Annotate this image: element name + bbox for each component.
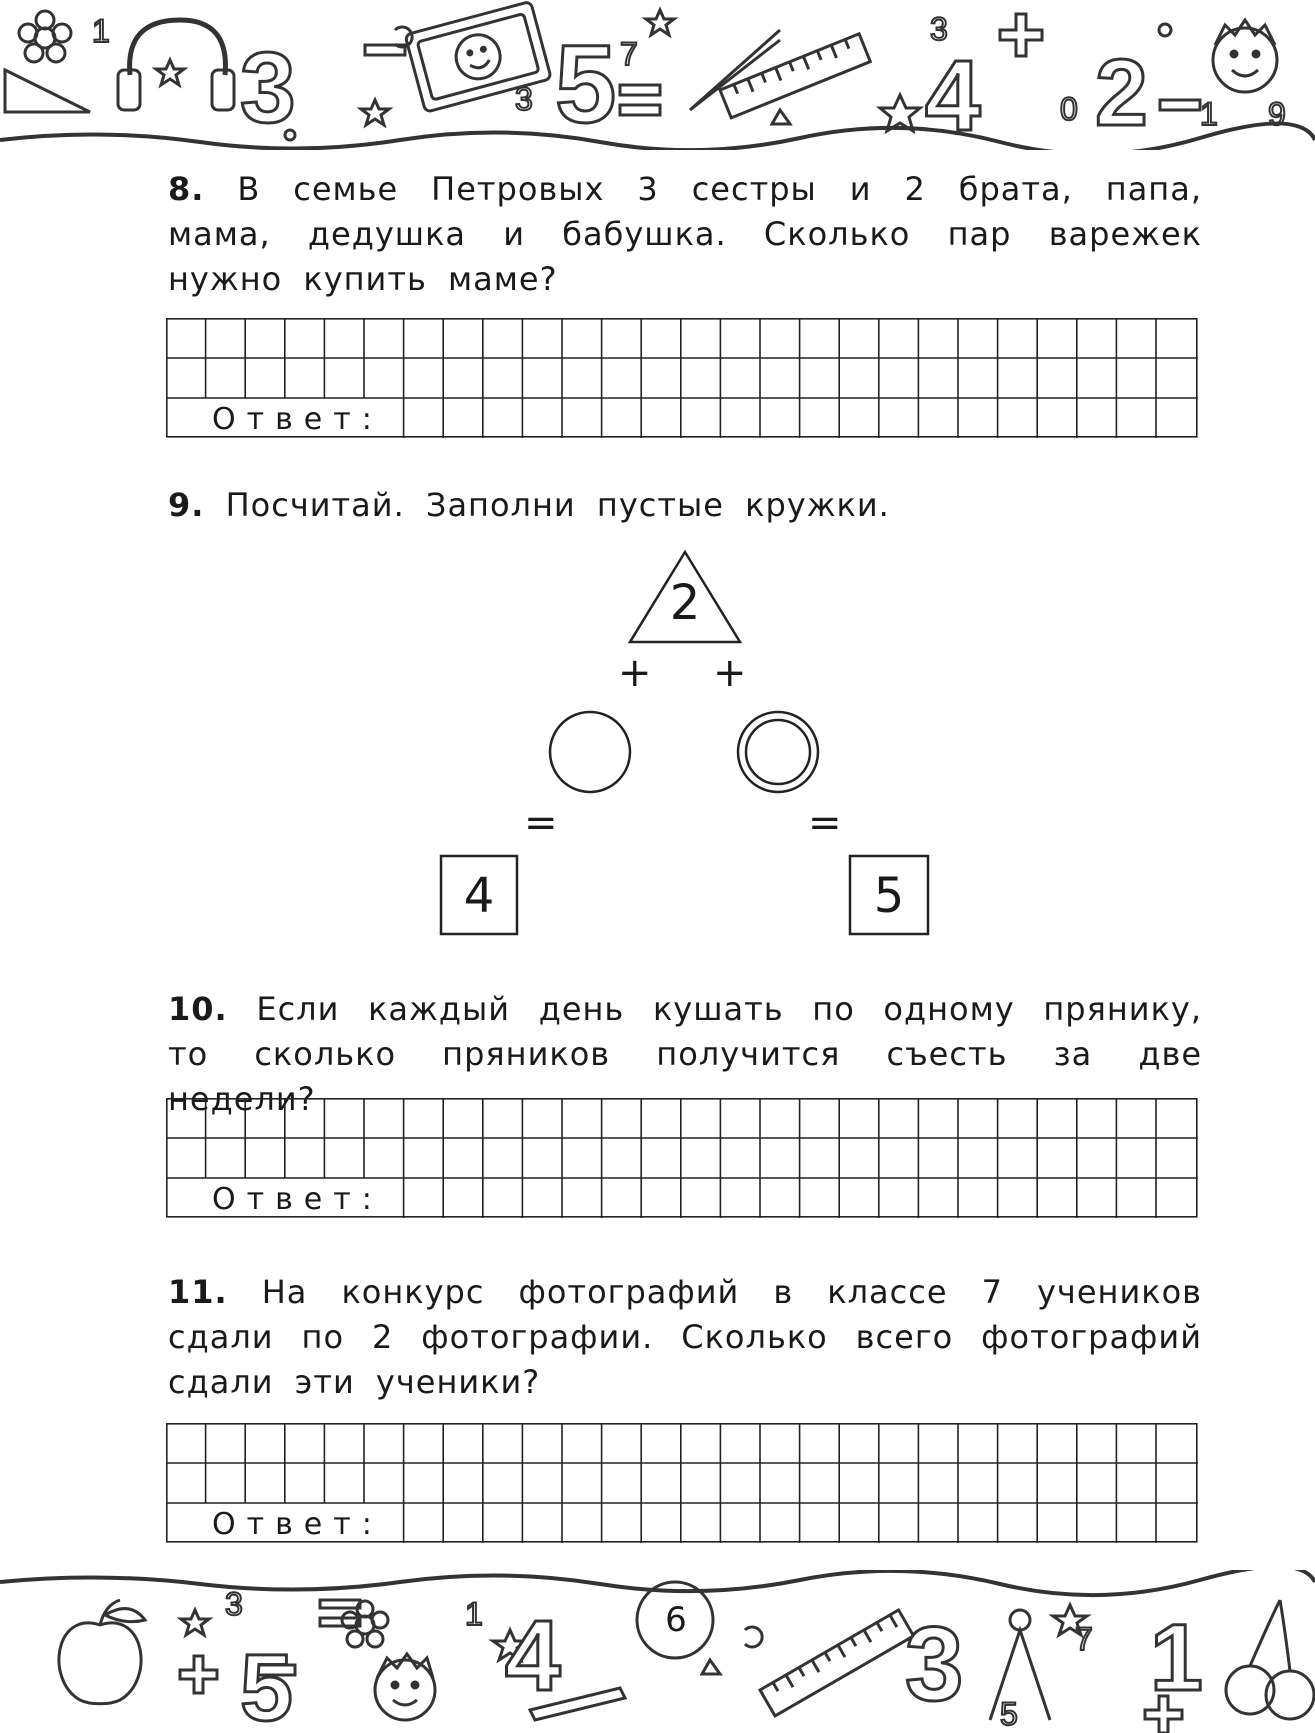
minus-icon [1160, 100, 1200, 110]
task-10-answer-label: Ответ: [212, 1182, 383, 1217]
svg-text:3: 3 [515, 81, 533, 117]
task-8-answer-label: Ответ: [212, 402, 383, 437]
compass-icon [990, 1630, 1050, 1720]
task-10-number: 10. [168, 990, 228, 1028]
triangle-icon [702, 1660, 720, 1674]
decor-digit-5: 5 [555, 23, 617, 146]
task-9-diagram [400, 545, 960, 945]
bottom-border-wave [0, 1570, 1315, 1595]
cherry-icon [1226, 1600, 1314, 1719]
decor-digit-4: 4 [925, 40, 981, 150]
star-icon [156, 60, 184, 85]
plus-icon [180, 1656, 217, 1693]
equals-sign-left: = [524, 800, 558, 846]
apple-icon [59, 1600, 145, 1704]
plus-sign-right: + [713, 650, 747, 696]
bottom-decorative-border [0, 1570, 1315, 1733]
svg-text:5: 5 [1000, 1696, 1018, 1732]
task-11-answer-label: Ответ: [212, 1507, 383, 1542]
left-empty-circle [550, 712, 630, 792]
task-11-text [168, 1270, 1202, 1405]
moon-icon [745, 1627, 762, 1647]
svg-text:3: 3 [225, 1586, 243, 1622]
svg-text:1: 1 [92, 13, 110, 49]
dot-icon [1159, 24, 1171, 36]
star-icon [646, 10, 674, 35]
decor-digit-3: 3 [240, 32, 296, 144]
equals-icon [620, 85, 660, 115]
decor-digit-5: 5 [240, 1635, 293, 1733]
triangle-icon [772, 110, 790, 124]
right-empty-circle [738, 712, 818, 792]
decor-digit-3: 3 [905, 1606, 964, 1723]
ruler-icon [720, 34, 870, 118]
star-icon [361, 100, 389, 125]
svg-text:0: 0 [1060, 91, 1078, 127]
ruler-triangle-icon [5, 70, 90, 112]
star-icon [181, 1610, 209, 1635]
triangle-value: 2 [669, 575, 701, 631]
task-8-question: В семье Петровых 3 сестры и 2 брата, папа, мама, дедушка и бабушка. Сколько пар варежек нужно купить маме? [168, 170, 1203, 298]
task-10-question: Если каждый день кушать по одному прянику, то сколько пряников получится съесть за две недели? [168, 990, 1203, 1118]
top-decorative-border [0, 0, 1315, 150]
task-8-number: 8. [168, 170, 205, 208]
headphones-icon [130, 20, 226, 75]
task-11-number: 11. [168, 1273, 228, 1311]
boy-face-icon [1213, 20, 1277, 92]
plus-icon [1000, 14, 1042, 56]
page-number: 6 [665, 1600, 687, 1640]
ruler-icon [760, 1610, 914, 1716]
svg-text:3: 3 [930, 11, 948, 47]
svg-text:7: 7 [620, 36, 638, 72]
plus-sign-left: + [618, 650, 652, 696]
flower-icon [19, 11, 71, 62]
decor-digit-2: 2 [1095, 40, 1148, 146]
task-8-text [168, 167, 1202, 302]
right-box-value: 5 [873, 868, 905, 924]
decor-digit-1: 1 [1150, 1605, 1203, 1711]
task-9-number: 9. [168, 486, 205, 524]
task-11-question: На конкурс фотографий в классе 7 учеников сдали по 2 фотографии. Сколько всего фотографий сдали эти ученики? [168, 1273, 1203, 1401]
left-box-value: 4 [463, 868, 495, 924]
equals-sign-right: = [808, 800, 842, 846]
task-9-text [168, 483, 1202, 528]
decor-digit-4: 4 [505, 1600, 561, 1712]
boy-face-icon [375, 1654, 435, 1720]
svg-text:7: 7 [1075, 1621, 1093, 1657]
svg-text:9: 9 [1268, 96, 1286, 132]
svg-text:1: 1 [1200, 96, 1218, 132]
task-9-question: Посчитай. Заполни пустые кружки. [225, 486, 890, 524]
star-icon [880, 95, 920, 131]
svg-text:1: 1 [465, 1596, 483, 1632]
